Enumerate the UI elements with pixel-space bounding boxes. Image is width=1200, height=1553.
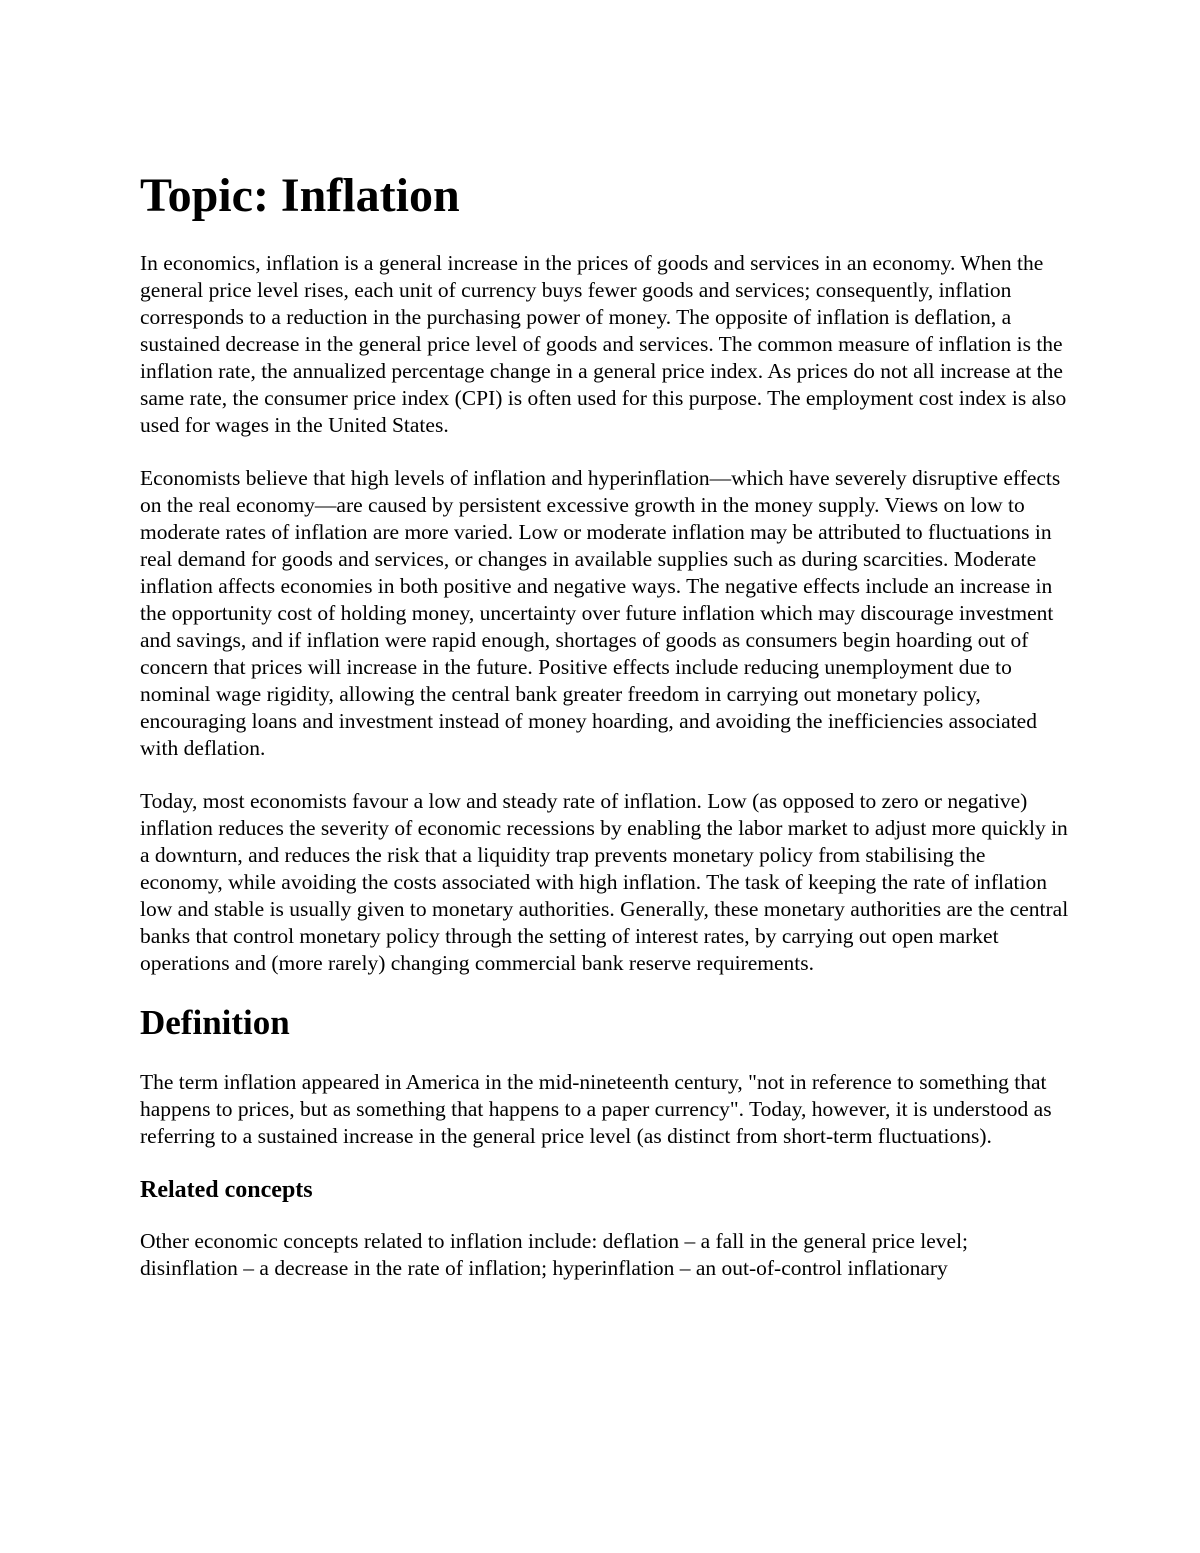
- page-title: Topic: Inflation: [140, 169, 460, 222]
- definition-heading: Definition: [140, 1003, 290, 1042]
- intro-paragraph: In economics, inflation is a general increase in the prices of goods and services in an economy. When the general price level rises, each unit of currency buys fewer goods and services; consequently, inflation corresponds to a reduction in the purchasing power of money. The opposite of inflation is deflation, a sustained decrease in the general price level of goods and services. The common measure of inflation is the inflation rate, the annualized percentage change in a general price index. As prices do not all increase at the same rate, the consumer price index (CPI) is often used for this purpose. The employment cost index is also used for wages in the United States.: [140, 251, 1067, 437]
- today-paragraph: Today, most economists favour a low and steady rate of inflation. Low (as opposed to zero or negative) inflation reduces the severity of economic recessions by enabling the labor market to adjust more quickly in a downturn, and reduces the risk that a liquidity trap prevents monetary policy from stabilising the economy, while avoiding the costs associated with high inflation. The task of keeping the rate of inflation low and stable is usually given to monetary authorities. Generally, these monetary authorities are the central banks that control monetary policy through the setting of interest rates, by carrying out open market operations and (more rarely) changing commercial bank reserve requirements.: [140, 789, 1069, 975]
- related-concepts-paragraph: Other economic concepts related to inflation include: deflation – a fall in the general price level; disinflation – a decrease in the rate of inflation; hyperinflation – an out-of-control inflationary: [140, 1229, 969, 1280]
- economists-paragraph: Economists believe that high levels of inflation and hyperinflation—which have severely disruptive effects on the real economy—are caused by persistent excessive growth in the money supply. Views on low to moderate rates of inflation are more varied. Low or moderate inflation may be attributed to fluctuations in real demand for goods and services, or changes in available supplies such as during scarcities. Moderate inflation affects economies in both positive and negative ways. The negative effects include an increase in the opportunity cost of holding money, uncertainty over future inflation which may discourage investment and savings, and if inflation were rapid enough, shortages of goods as consumers begin hoarding out of concern that prices will increase in the future. Positive effects include reducing unemployment due to nominal wage rigidity, allowing the central bank greater freedom in carrying out monetary policy, encouraging loans and investment instead of money hoarding, and avoiding the inefficiencies associated with deflation.: [140, 466, 1061, 760]
- related-concepts-heading: Related concepts: [140, 1177, 313, 1203]
- definition-paragraph: The term inflation appeared in America in the mid-nineteenth century, "not in reference to something that happens to prices, but as something that happens to a paper currency". Today, however, it is understood as referring to a sustained increase in the general price level (as distinct from short-term fluctuations).: [140, 1070, 1052, 1148]
- document-page: [140, 170, 1070, 1308]
